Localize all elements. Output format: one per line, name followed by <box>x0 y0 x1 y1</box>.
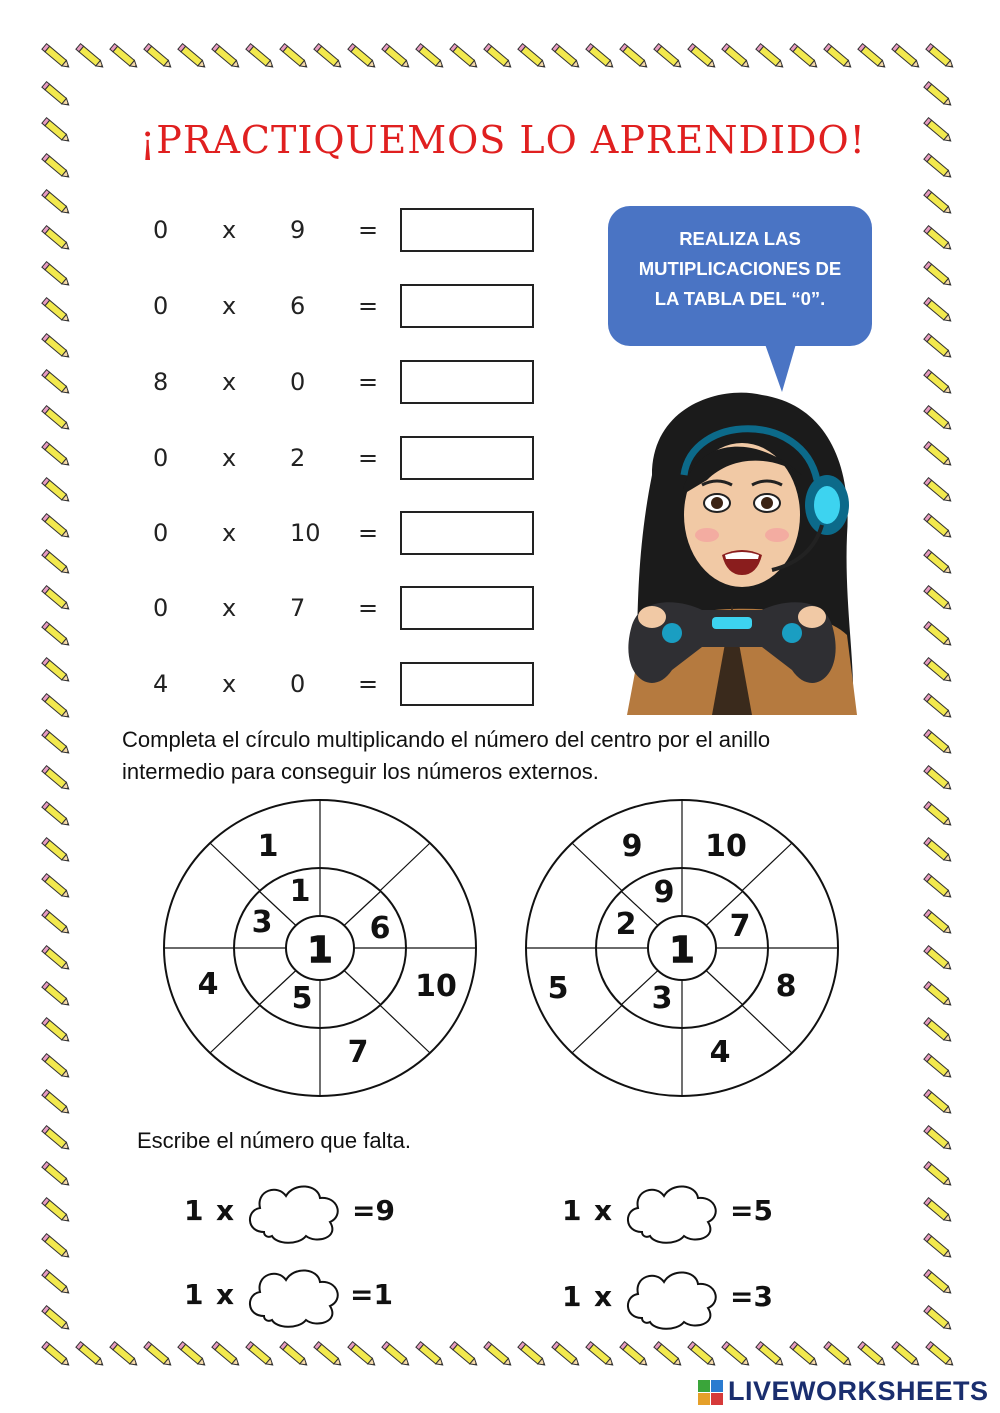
equation-equals: = <box>358 292 379 320</box>
pencil-icon <box>484 1342 513 1368</box>
bubble-line-1: REALIZA LAS <box>679 228 801 249</box>
equation-equals: = <box>358 594 379 622</box>
pencil-icon <box>924 1270 953 1296</box>
circle-instructions <box>122 724 902 788</box>
missing-op: x <box>216 1194 235 1227</box>
wheel-middle: 7 <box>729 909 751 944</box>
answer-box[interactable] <box>400 586 534 630</box>
multiplication-wheel-1 <box>160 796 480 1100</box>
pencil-icon <box>688 1342 717 1368</box>
pencil-icon <box>42 802 71 828</box>
pencil-icon <box>722 1342 751 1368</box>
pencil-icon <box>382 1342 411 1368</box>
missing-number-instructions: Escribe el número que falta. <box>137 1128 411 1153</box>
pencil-icon <box>924 658 953 684</box>
missing-result: =3 <box>730 1280 773 1313</box>
pencil-icon <box>42 1306 71 1332</box>
answer-box[interactable] <box>400 662 534 706</box>
pencil-icon <box>42 1018 71 1044</box>
pencil-icon <box>924 694 953 720</box>
wheel-outer: 1 <box>257 829 279 864</box>
wheel-middle: 1 <box>289 874 311 909</box>
missing-op: x <box>216 1278 235 1311</box>
pencil-icon <box>926 1342 955 1368</box>
missing-result: =5 <box>730 1194 773 1227</box>
pencil-icon <box>924 1054 953 1080</box>
pencil-icon <box>924 910 953 936</box>
equation-equals: = <box>358 444 379 472</box>
pencil-icon <box>42 514 71 540</box>
multiplication-wheel-2 <box>522 796 842 1100</box>
missing-op: x <box>594 1280 613 1313</box>
liveworksheets-logo-icon <box>698 1380 724 1408</box>
wheel-outer: 4 <box>197 967 219 1002</box>
cloud-answer-input[interactable] <box>242 1264 346 1330</box>
pencil-icon <box>42 730 71 756</box>
answer-box[interactable] <box>400 436 534 480</box>
pencil-icon <box>314 1342 343 1368</box>
equation-equals: = <box>358 670 379 698</box>
pencil-icon <box>654 1342 683 1368</box>
pencil-icon <box>42 1054 71 1080</box>
equation-factor-a: 0 <box>153 216 169 244</box>
wheel-center: 1 <box>307 930 333 971</box>
pencil-icon <box>76 1342 105 1368</box>
pencil-icon <box>924 766 953 792</box>
pencil-icon <box>924 946 953 972</box>
pencil-icon <box>178 1342 207 1368</box>
wheel-outer: 4 <box>709 1035 731 1070</box>
pencil-icon <box>144 1342 173 1368</box>
pencil-icon <box>42 766 71 792</box>
pencil-icon <box>42 478 71 504</box>
brand-name: LIVEWORKSHEETS <box>728 1376 989 1406</box>
pencil-icon <box>924 1198 953 1224</box>
pencil-icon <box>42 586 71 612</box>
pencil-icon <box>924 586 953 612</box>
equation-equals: = <box>358 368 379 396</box>
missing-result: =1 <box>350 1278 393 1311</box>
pencil-icon <box>42 910 71 936</box>
wheel-outer: 10 <box>415 969 457 1004</box>
pencil-icon <box>858 1342 887 1368</box>
pencil-icon <box>450 1342 479 1368</box>
pencil-icon <box>212 1342 241 1368</box>
pencil-icon <box>348 1342 377 1368</box>
missing-op: x <box>594 1194 613 1227</box>
wheel-outer: 9 <box>621 829 643 864</box>
cloud-answer-input[interactable] <box>242 1180 346 1246</box>
missing-row-3 <box>180 1264 420 1334</box>
pencil-icon <box>924 838 953 864</box>
wheel-outer: 8 <box>775 969 797 1004</box>
wheel-middle: 5 <box>291 981 313 1016</box>
wheel-outer: 10 <box>705 829 747 864</box>
pencil-icon <box>756 1342 785 1368</box>
circle-instructions-line-2: intermedio para conseguir los números externos. <box>122 759 599 784</box>
equation-factor-b: 7 <box>290 594 306 622</box>
pencil-icon <box>42 694 71 720</box>
equation-equals: = <box>358 519 379 547</box>
pencil-icon <box>42 1270 71 1296</box>
pencil-icon <box>924 550 953 576</box>
pencil-icon <box>42 1162 71 1188</box>
pencil-icon <box>42 946 71 972</box>
pencil-icon <box>924 442 953 468</box>
speech-bubble <box>608 206 872 346</box>
bubble-line-3: LA TABLA DEL “0”. <box>654 288 826 309</box>
pencil-icon <box>42 1342 71 1368</box>
pencil-icon <box>246 1342 275 1368</box>
equation-factor-a: 0 <box>153 444 169 472</box>
pencil-icon <box>924 802 953 828</box>
equation-operator: x <box>222 292 237 320</box>
pencil-icon <box>790 1342 819 1368</box>
pencil-icon <box>42 1234 71 1260</box>
pencil-icon <box>518 1342 547 1368</box>
equation-factor-b: 6 <box>290 292 306 320</box>
missing-row-2 <box>558 1180 798 1250</box>
pencil-icon <box>924 1162 953 1188</box>
missing-a: 1 <box>562 1280 582 1313</box>
equation-factor-a: 0 <box>153 594 169 622</box>
equation-equals: = <box>358 216 379 244</box>
wheel-outer: 5 <box>547 971 569 1006</box>
pencil-icon <box>416 1342 445 1368</box>
wheel-middle: 2 <box>615 907 637 942</box>
page-title: ¡PRACTIQUEMOS LO APRENDIDO! <box>140 118 866 162</box>
missing-row-4 <box>560 1266 800 1336</box>
equation-row <box>140 511 540 559</box>
pencil-icon <box>42 658 71 684</box>
pencil-icon <box>42 1198 71 1224</box>
missing-row-1 <box>180 1180 420 1250</box>
equation-row <box>140 662 540 710</box>
pencil-icon <box>42 838 71 864</box>
equation-operator: x <box>222 444 237 472</box>
equation-factor-b: 9 <box>290 216 306 244</box>
pencil-icon <box>924 1126 953 1152</box>
pencil-icon <box>924 622 953 648</box>
pencil-icon <box>924 1018 953 1044</box>
equation-factor-a: 8 <box>153 368 169 396</box>
pencil-icon <box>42 622 71 648</box>
equation-factor-a: 0 <box>153 292 169 320</box>
pencil-icon <box>42 982 71 1008</box>
pencil-icon <box>824 1342 853 1368</box>
circle-instructions-line-1: Completa el círculo multiplicando el número del centro por el anillo <box>122 727 771 752</box>
wheel-middle: 3 <box>651 981 673 1016</box>
missing-a: 1 <box>184 1194 204 1227</box>
pencil-icon <box>42 1090 71 1116</box>
pencil-icon <box>924 514 953 540</box>
equation-row <box>140 436 540 484</box>
wheel-outer: 7 <box>347 1035 369 1070</box>
equation-factor-a: 4 <box>153 670 169 698</box>
pencil-icon <box>586 1342 615 1368</box>
equation-operator: x <box>222 216 237 244</box>
equation-factor-b: 0 <box>290 670 306 698</box>
pencil-icon <box>552 1342 581 1368</box>
pencil-icon <box>892 1342 921 1368</box>
pencil-icon <box>924 730 953 756</box>
pencil-icon <box>620 1342 649 1368</box>
pencil-icon <box>924 478 953 504</box>
equation-factor-b: 10 <box>290 519 321 547</box>
pencil-icon <box>924 1306 953 1332</box>
equation-operator: x <box>222 670 237 698</box>
equation-factor-b: 0 <box>290 368 306 396</box>
bubble-line-2: MUTIPLICACIONES DE <box>638 258 842 279</box>
wheel-middle: 6 <box>369 911 391 946</box>
pencil-icon <box>110 1342 139 1368</box>
wheel-middle: 9 <box>653 875 675 910</box>
equation-factor-a: 0 <box>153 519 169 547</box>
pencil-icon <box>42 874 71 900</box>
pencil-icon <box>280 1342 309 1368</box>
cloud-answer-input[interactable] <box>620 1180 724 1246</box>
missing-result: =9 <box>352 1194 395 1227</box>
wheel-center: 1 <box>669 930 695 971</box>
pencil-icon <box>42 442 71 468</box>
pencil-icon <box>924 1234 953 1260</box>
missing-a: 1 <box>184 1278 204 1311</box>
answer-box[interactable] <box>400 511 534 555</box>
equation-row <box>140 586 540 634</box>
equation-operator: x <box>222 519 237 547</box>
equation-operator: x <box>222 368 237 396</box>
pencil-icon <box>42 550 71 576</box>
pencil-icon <box>924 982 953 1008</box>
pencil-icon <box>924 1090 953 1116</box>
equation-operator: x <box>222 594 237 622</box>
pencil-icon <box>924 874 953 900</box>
missing-a: 1 <box>562 1194 582 1227</box>
cloud-answer-input[interactable] <box>620 1266 724 1332</box>
pencil-icon <box>42 1126 71 1152</box>
gamer-girl-avatar <box>612 385 872 715</box>
wheel-middle: 3 <box>251 905 273 940</box>
equation-factor-b: 2 <box>290 444 306 472</box>
